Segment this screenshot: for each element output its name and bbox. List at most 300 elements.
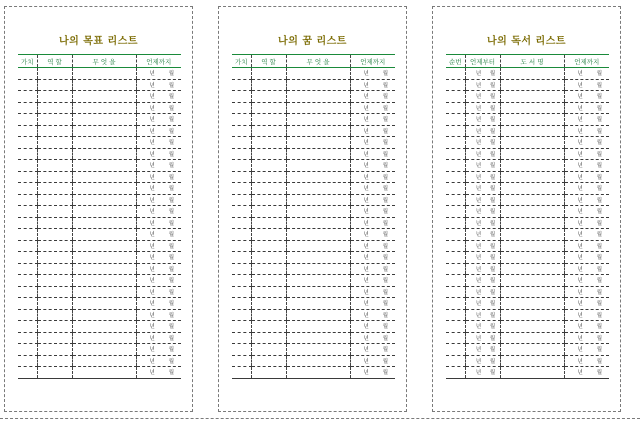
blank-cell[interactable] [18,229,37,241]
blank-cell[interactable] [72,321,136,333]
blank-cell[interactable] [18,68,37,80]
date-cell[interactable] [564,252,609,264]
date-cell[interactable] [350,68,395,80]
date-cell[interactable] [465,229,500,241]
date-cell[interactable] [564,194,609,206]
date-cell[interactable] [350,286,395,298]
blank-cell[interactable] [500,148,564,160]
date-cell[interactable] [564,183,609,195]
date-cell[interactable] [350,252,395,264]
blank-cell[interactable] [446,321,465,333]
date-cell[interactable] [350,160,395,172]
date-cell[interactable] [465,344,500,356]
blank-cell[interactable] [251,240,286,252]
date-cell[interactable] [350,240,395,252]
blank-cell[interactable] [446,252,465,264]
blank-cell[interactable] [72,206,136,218]
blank-cell[interactable] [446,355,465,367]
date-cell[interactable] [350,194,395,206]
date-cell[interactable] [136,367,181,379]
blank-cell[interactable] [37,160,72,172]
blank-cell[interactable] [251,344,286,356]
blank-cell[interactable] [251,275,286,287]
blank-cell[interactable] [232,355,251,367]
blank-cell[interactable] [446,148,465,160]
date-cell[interactable] [136,355,181,367]
date-cell[interactable] [350,344,395,356]
date-cell[interactable] [136,194,181,206]
blank-cell[interactable] [286,91,350,103]
blank-cell[interactable] [500,160,564,172]
date-cell[interactable] [350,102,395,114]
date-cell[interactable] [350,217,395,229]
blank-cell[interactable] [286,160,350,172]
blank-cell[interactable] [286,68,350,80]
blank-cell[interactable] [500,206,564,218]
date-cell[interactable] [350,125,395,137]
date-cell[interactable] [564,68,609,80]
blank-cell[interactable] [500,125,564,137]
blank-cell[interactable] [232,344,251,356]
date-cell[interactable] [136,137,181,149]
blank-cell[interactable] [232,194,251,206]
blank-cell[interactable] [446,229,465,241]
date-cell[interactable] [136,206,181,218]
blank-cell[interactable] [500,309,564,321]
date-cell[interactable] [564,275,609,287]
date-cell[interactable] [350,367,395,379]
blank-cell[interactable] [500,114,564,126]
date-cell[interactable] [350,332,395,344]
blank-cell[interactable] [72,332,136,344]
blank-cell[interactable] [18,114,37,126]
blank-cell[interactable] [232,275,251,287]
blank-cell[interactable] [232,137,251,149]
blank-cell[interactable] [72,229,136,241]
blank-cell[interactable] [232,206,251,218]
blank-cell[interactable] [232,148,251,160]
blank-cell[interactable] [251,102,286,114]
blank-cell[interactable] [18,263,37,275]
date-cell[interactable] [465,125,500,137]
blank-cell[interactable] [251,137,286,149]
blank-cell[interactable] [286,125,350,137]
blank-cell[interactable] [18,252,37,264]
date-cell[interactable] [465,194,500,206]
blank-cell[interactable] [18,160,37,172]
date-cell[interactable] [564,125,609,137]
blank-cell[interactable] [251,252,286,264]
date-cell[interactable] [564,91,609,103]
blank-cell[interactable] [446,217,465,229]
date-cell[interactable] [136,148,181,160]
blank-cell[interactable] [18,171,37,183]
blank-cell[interactable] [251,171,286,183]
date-cell[interactable] [465,263,500,275]
blank-cell[interactable] [251,298,286,310]
date-cell[interactable] [350,229,395,241]
blank-cell[interactable] [446,137,465,149]
blank-cell[interactable] [37,275,72,287]
date-cell[interactable] [136,309,181,321]
blank-cell[interactable] [251,217,286,229]
blank-cell[interactable] [232,263,251,275]
blank-cell[interactable] [251,229,286,241]
date-cell[interactable] [350,309,395,321]
blank-cell[interactable] [500,298,564,310]
blank-cell[interactable] [37,321,72,333]
date-cell[interactable] [465,275,500,287]
blank-cell[interactable] [37,252,72,264]
blank-cell[interactable] [251,263,286,275]
blank-cell[interactable] [446,263,465,275]
date-cell[interactable] [465,79,500,91]
blank-cell[interactable] [251,183,286,195]
blank-cell[interactable] [500,367,564,379]
date-cell[interactable] [564,309,609,321]
date-cell[interactable] [350,263,395,275]
blank-cell[interactable] [37,229,72,241]
date-cell[interactable] [350,275,395,287]
blank-cell[interactable] [251,68,286,80]
blank-cell[interactable] [286,183,350,195]
blank-cell[interactable] [72,91,136,103]
blank-cell[interactable] [286,286,350,298]
date-cell[interactable] [136,275,181,287]
date-cell[interactable] [136,160,181,172]
blank-cell[interactable] [286,79,350,91]
blank-cell[interactable] [251,332,286,344]
date-cell[interactable] [350,298,395,310]
date-cell[interactable] [465,355,500,367]
blank-cell[interactable] [286,194,350,206]
blank-cell[interactable] [500,79,564,91]
date-cell[interactable] [564,332,609,344]
blank-cell[interactable] [500,137,564,149]
date-cell[interactable] [350,206,395,218]
date-cell[interactable] [465,68,500,80]
date-cell[interactable] [136,114,181,126]
blank-cell[interactable] [37,79,72,91]
blank-cell[interactable] [286,298,350,310]
date-cell[interactable] [465,206,500,218]
blank-cell[interactable] [37,217,72,229]
blank-cell[interactable] [286,114,350,126]
date-cell[interactable] [465,240,500,252]
blank-cell[interactable] [72,344,136,356]
date-cell[interactable] [350,171,395,183]
blank-cell[interactable] [500,355,564,367]
blank-cell[interactable] [500,286,564,298]
blank-cell[interactable] [446,275,465,287]
date-cell[interactable] [136,68,181,80]
blank-cell[interactable] [37,309,72,321]
blank-cell[interactable] [72,171,136,183]
date-cell[interactable] [136,79,181,91]
blank-cell[interactable] [500,240,564,252]
blank-cell[interactable] [232,298,251,310]
blank-cell[interactable] [72,252,136,264]
blank-cell[interactable] [37,194,72,206]
blank-cell[interactable] [446,183,465,195]
blank-cell[interactable] [286,309,350,321]
blank-cell[interactable] [251,79,286,91]
blank-cell[interactable] [232,229,251,241]
blank-cell[interactable] [232,240,251,252]
blank-cell[interactable] [232,183,251,195]
date-cell[interactable] [136,229,181,241]
blank-cell[interactable] [72,102,136,114]
blank-cell[interactable] [72,355,136,367]
date-cell[interactable] [564,206,609,218]
blank-cell[interactable] [500,194,564,206]
blank-cell[interactable] [286,367,350,379]
blank-cell[interactable] [286,217,350,229]
blank-cell[interactable] [251,286,286,298]
blank-cell[interactable] [72,367,136,379]
date-cell[interactable] [564,148,609,160]
date-cell[interactable] [350,321,395,333]
blank-cell[interactable] [286,240,350,252]
blank-cell[interactable] [500,229,564,241]
blank-cell[interactable] [72,263,136,275]
blank-cell[interactable] [72,183,136,195]
date-cell[interactable] [564,137,609,149]
date-cell[interactable] [465,183,500,195]
blank-cell[interactable] [251,125,286,137]
blank-cell[interactable] [72,125,136,137]
blank-cell[interactable] [18,321,37,333]
blank-cell[interactable] [232,68,251,80]
blank-cell[interactable] [18,206,37,218]
blank-cell[interactable] [251,114,286,126]
blank-cell[interactable] [18,275,37,287]
blank-cell[interactable] [251,355,286,367]
blank-cell[interactable] [500,68,564,80]
blank-cell[interactable] [251,160,286,172]
blank-cell[interactable] [446,206,465,218]
blank-cell[interactable] [500,102,564,114]
date-cell[interactable] [350,148,395,160]
blank-cell[interactable] [37,102,72,114]
blank-cell[interactable] [500,183,564,195]
blank-cell[interactable] [446,171,465,183]
blank-cell[interactable] [232,332,251,344]
blank-cell[interactable] [232,321,251,333]
blank-cell[interactable] [72,194,136,206]
blank-cell[interactable] [500,332,564,344]
blank-cell[interactable] [37,183,72,195]
blank-cell[interactable] [37,137,72,149]
blank-cell[interactable] [37,355,72,367]
date-cell[interactable] [350,183,395,195]
blank-cell[interactable] [72,217,136,229]
date-cell[interactable] [136,240,181,252]
blank-cell[interactable] [251,367,286,379]
blank-cell[interactable] [286,332,350,344]
date-cell[interactable] [465,286,500,298]
date-cell[interactable] [136,252,181,264]
date-cell[interactable] [136,286,181,298]
date-cell[interactable] [465,367,500,379]
blank-cell[interactable] [446,102,465,114]
date-cell[interactable] [564,367,609,379]
blank-cell[interactable] [251,148,286,160]
date-cell[interactable] [136,125,181,137]
blank-cell[interactable] [18,125,37,137]
blank-cell[interactable] [286,275,350,287]
blank-cell[interactable] [72,309,136,321]
blank-cell[interactable] [232,252,251,264]
blank-cell[interactable] [37,125,72,137]
blank-cell[interactable] [18,240,37,252]
blank-cell[interactable] [286,263,350,275]
blank-cell[interactable] [37,171,72,183]
blank-cell[interactable] [72,79,136,91]
blank-cell[interactable] [446,91,465,103]
blank-cell[interactable] [37,68,72,80]
blank-cell[interactable] [18,332,37,344]
blank-cell[interactable] [37,240,72,252]
date-cell[interactable] [136,171,181,183]
date-cell[interactable] [564,263,609,275]
date-cell[interactable] [564,79,609,91]
blank-cell[interactable] [446,309,465,321]
blank-cell[interactable] [500,321,564,333]
blank-cell[interactable] [37,367,72,379]
blank-cell[interactable] [37,344,72,356]
date-cell[interactable] [136,217,181,229]
blank-cell[interactable] [37,148,72,160]
date-cell[interactable] [465,217,500,229]
date-cell[interactable] [136,298,181,310]
blank-cell[interactable] [446,344,465,356]
date-cell[interactable] [564,160,609,172]
date-cell[interactable] [136,102,181,114]
blank-cell[interactable] [232,367,251,379]
date-cell[interactable] [350,137,395,149]
blank-cell[interactable] [72,275,136,287]
blank-cell[interactable] [232,286,251,298]
blank-cell[interactable] [18,102,37,114]
date-cell[interactable] [465,160,500,172]
date-cell[interactable] [564,229,609,241]
blank-cell[interactable] [286,137,350,149]
blank-cell[interactable] [446,298,465,310]
blank-cell[interactable] [37,263,72,275]
blank-cell[interactable] [500,275,564,287]
date-cell[interactable] [564,298,609,310]
blank-cell[interactable] [446,194,465,206]
date-cell[interactable] [564,114,609,126]
blank-cell[interactable] [18,298,37,310]
date-cell[interactable] [564,171,609,183]
date-cell[interactable] [564,355,609,367]
blank-cell[interactable] [72,68,136,80]
blank-cell[interactable] [286,171,350,183]
date-cell[interactable] [564,217,609,229]
blank-cell[interactable] [232,160,251,172]
blank-cell[interactable] [500,252,564,264]
blank-cell[interactable] [446,240,465,252]
date-cell[interactable] [564,240,609,252]
blank-cell[interactable] [446,79,465,91]
date-cell[interactable] [136,91,181,103]
blank-cell[interactable] [232,102,251,114]
blank-cell[interactable] [286,344,350,356]
blank-cell[interactable] [251,309,286,321]
blank-cell[interactable] [500,344,564,356]
blank-cell[interactable] [251,194,286,206]
blank-cell[interactable] [446,160,465,172]
blank-cell[interactable] [72,286,136,298]
blank-cell[interactable] [37,286,72,298]
blank-cell[interactable] [446,367,465,379]
blank-cell[interactable] [251,321,286,333]
date-cell[interactable] [564,102,609,114]
date-cell[interactable] [465,102,500,114]
blank-cell[interactable] [18,367,37,379]
blank-cell[interactable] [18,286,37,298]
date-cell[interactable] [350,79,395,91]
date-cell[interactable] [564,286,609,298]
blank-cell[interactable] [18,91,37,103]
blank-cell[interactable] [232,125,251,137]
date-cell[interactable] [136,321,181,333]
blank-cell[interactable] [232,217,251,229]
blank-cell[interactable] [500,171,564,183]
date-cell[interactable] [465,321,500,333]
blank-cell[interactable] [37,298,72,310]
blank-cell[interactable] [232,91,251,103]
date-cell[interactable] [465,137,500,149]
blank-cell[interactable] [286,206,350,218]
blank-cell[interactable] [72,160,136,172]
blank-cell[interactable] [37,332,72,344]
blank-cell[interactable] [232,309,251,321]
blank-cell[interactable] [286,148,350,160]
blank-cell[interactable] [286,229,350,241]
date-cell[interactable] [465,332,500,344]
blank-cell[interactable] [446,114,465,126]
blank-cell[interactable] [72,137,136,149]
date-cell[interactable] [465,309,500,321]
date-cell[interactable] [465,148,500,160]
date-cell[interactable] [136,263,181,275]
blank-cell[interactable] [232,171,251,183]
blank-cell[interactable] [18,217,37,229]
blank-cell[interactable] [18,355,37,367]
blank-cell[interactable] [251,206,286,218]
date-cell[interactable] [465,91,500,103]
blank-cell[interactable] [500,91,564,103]
blank-cell[interactable] [251,91,286,103]
blank-cell[interactable] [500,263,564,275]
blank-cell[interactable] [18,344,37,356]
blank-cell[interactable] [446,68,465,80]
blank-cell[interactable] [446,125,465,137]
blank-cell[interactable] [72,298,136,310]
blank-cell[interactable] [37,206,72,218]
date-cell[interactable] [564,344,609,356]
blank-cell[interactable] [18,183,37,195]
blank-cell[interactable] [18,137,37,149]
blank-cell[interactable] [446,332,465,344]
date-cell[interactable] [350,114,395,126]
date-cell[interactable] [465,252,500,264]
blank-cell[interactable] [232,114,251,126]
blank-cell[interactable] [37,91,72,103]
